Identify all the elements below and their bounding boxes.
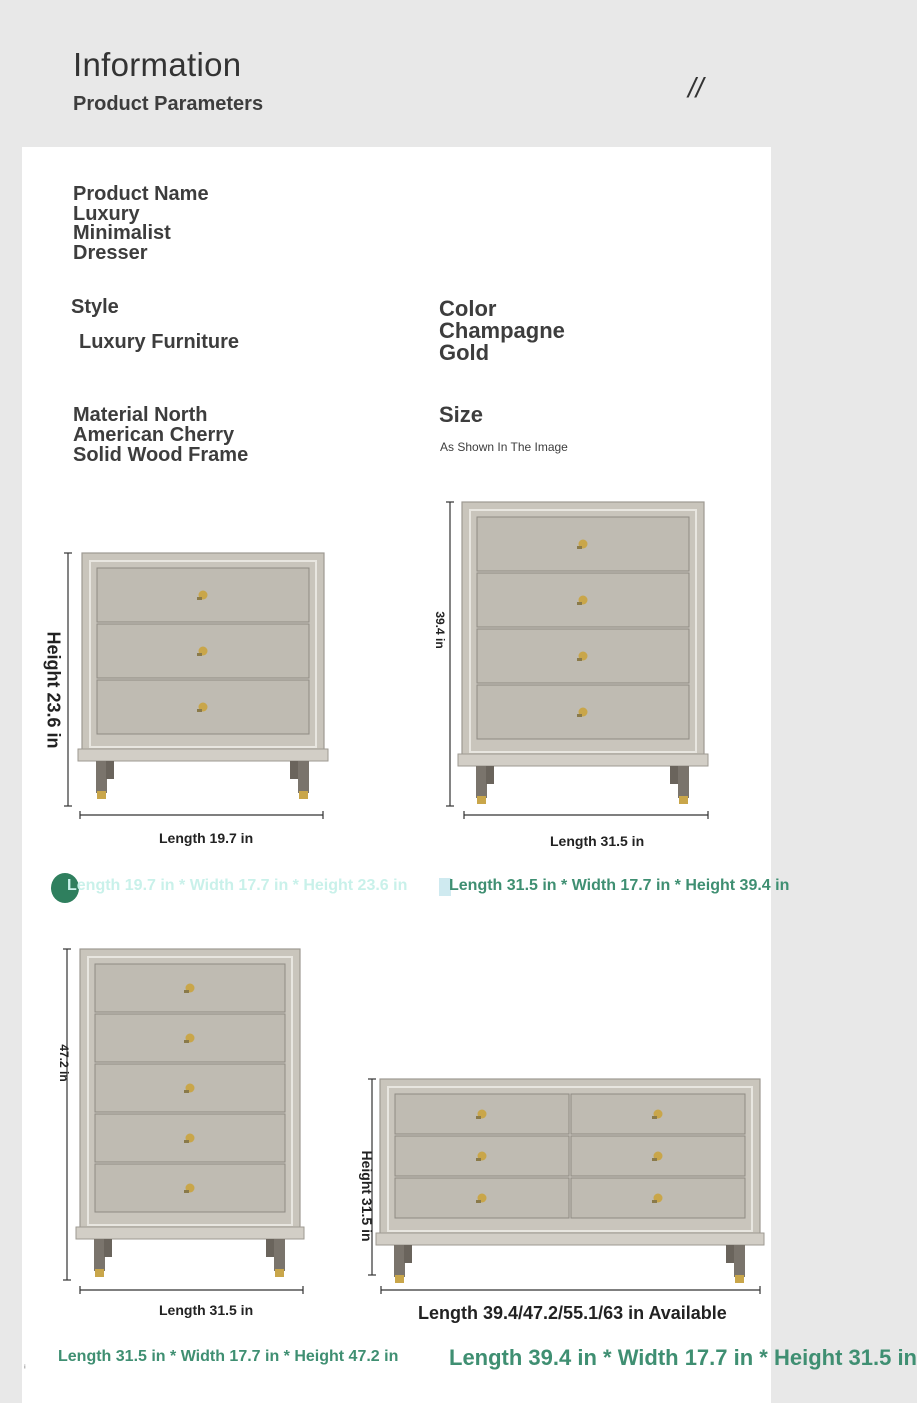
knob-stem-1-0-2 bbox=[197, 709, 202, 712]
knob-stem-4-0-1 bbox=[476, 1158, 481, 1161]
spec-line-2: Length 31.5 in * Width 17.7 in * Height 39.4 in bbox=[449, 877, 790, 894]
size-label: Size bbox=[439, 402, 484, 427]
knob-stem-2-0-1 bbox=[577, 602, 582, 605]
leg-back-right-2 bbox=[670, 766, 678, 784]
leg-front-left-1 bbox=[96, 761, 107, 793]
leg-front-right-cap-2 bbox=[679, 796, 688, 804]
leg-back-left-4 bbox=[404, 1245, 412, 1263]
leg-front-right-1 bbox=[298, 761, 309, 793]
height-label-2: 39.4 in bbox=[433, 611, 447, 649]
decorative-slash-mark: // bbox=[688, 72, 704, 103]
leg-back-left-2 bbox=[486, 766, 494, 784]
leg-front-left-4 bbox=[394, 1245, 405, 1277]
page-title: Information bbox=[73, 46, 242, 83]
knob-stem-4-1-1 bbox=[652, 1158, 657, 1161]
dresser-plinth-4 bbox=[376, 1233, 764, 1245]
knob-stem-2-0-0 bbox=[577, 546, 582, 549]
leg-back-right-4 bbox=[726, 1245, 734, 1263]
height-label-3: 47.2 in bbox=[57, 1044, 71, 1082]
spec-line-3: Length 31.5 in * Width 17.7 in * Height 47.2 in bbox=[58, 1348, 399, 1365]
knob-stem-1-0-1 bbox=[197, 653, 202, 656]
leg-front-left-3 bbox=[94, 1239, 105, 1271]
length-label-1: Length 19.7 in bbox=[159, 830, 254, 846]
leg-front-right-4 bbox=[734, 1245, 745, 1277]
leg-front-right-cap-1 bbox=[299, 791, 308, 799]
page-subtitle: Product Parameters bbox=[73, 93, 264, 115]
leg-front-left-cap-4 bbox=[395, 1275, 404, 1283]
leg-front-right-3 bbox=[274, 1239, 285, 1271]
leg-front-left-cap-2 bbox=[477, 796, 486, 804]
knob-stem-4-1-2 bbox=[652, 1200, 657, 1203]
knob-stem-4-0-0 bbox=[476, 1116, 481, 1119]
leg-front-left-cap-1 bbox=[97, 791, 106, 799]
leg-front-right-cap-4 bbox=[735, 1275, 744, 1283]
leg-front-right-2 bbox=[678, 766, 689, 798]
knob-stem-3-0-0 bbox=[184, 990, 189, 993]
product-name: Product Name Luxury Minimalist Dresser bbox=[73, 183, 209, 264]
knob-stem-2-0-3 bbox=[577, 714, 582, 717]
leg-back-right-1 bbox=[290, 761, 298, 779]
knob-stem-4-0-2 bbox=[476, 1200, 481, 1203]
style-label: Style bbox=[71, 296, 119, 318]
length-label-3: Length 31.5 in bbox=[159, 1302, 254, 1318]
leg-front-left-2 bbox=[476, 766, 487, 798]
leg-front-right-cap-3 bbox=[275, 1269, 284, 1277]
leg-back-left-3 bbox=[104, 1239, 112, 1257]
dresser-plinth-1 bbox=[78, 749, 328, 761]
knob-stem-3-0-3 bbox=[184, 1140, 189, 1143]
material-param: Material North American Cherry Solid Wood Frame bbox=[73, 404, 249, 466]
size-value: As Shown In The Image bbox=[440, 440, 568, 454]
length-label-2: Length 31.5 in bbox=[550, 833, 645, 849]
knob-stem-4-1-0 bbox=[652, 1116, 657, 1119]
leg-back-left-1 bbox=[106, 761, 114, 779]
color-param: Color Champagne Gold bbox=[439, 296, 565, 365]
knob-stem-2-0-2 bbox=[577, 658, 582, 661]
spec-line-1: Length 19.7 in * Width 17.7 in * Height 23.6 in bbox=[67, 877, 408, 894]
dresser-plinth-2 bbox=[458, 754, 708, 766]
height-label-1: Height 23.6 in bbox=[43, 631, 64, 749]
knob-stem-1-0-0 bbox=[197, 597, 202, 600]
knob-stem-3-0-1 bbox=[184, 1040, 189, 1043]
dresser-plinth-3 bbox=[76, 1227, 304, 1239]
leg-front-left-cap-3 bbox=[95, 1269, 104, 1277]
length-label-4: Length 39.4/47.2/55.1/63 in Available bbox=[418, 1303, 727, 1323]
corner-mark: ⁱ bbox=[24, 1364, 26, 1375]
knob-stem-3-0-2 bbox=[184, 1090, 189, 1093]
leg-back-right-3 bbox=[266, 1239, 274, 1257]
height-label-4: Height 31.5 in bbox=[359, 1150, 375, 1242]
knob-stem-3-0-4 bbox=[184, 1190, 189, 1193]
style-value: Luxury Furniture bbox=[79, 331, 240, 353]
spec-line-4: Length 39.4 in * Width 17.7 in * Height 31.5 in bbox=[449, 1345, 917, 1370]
